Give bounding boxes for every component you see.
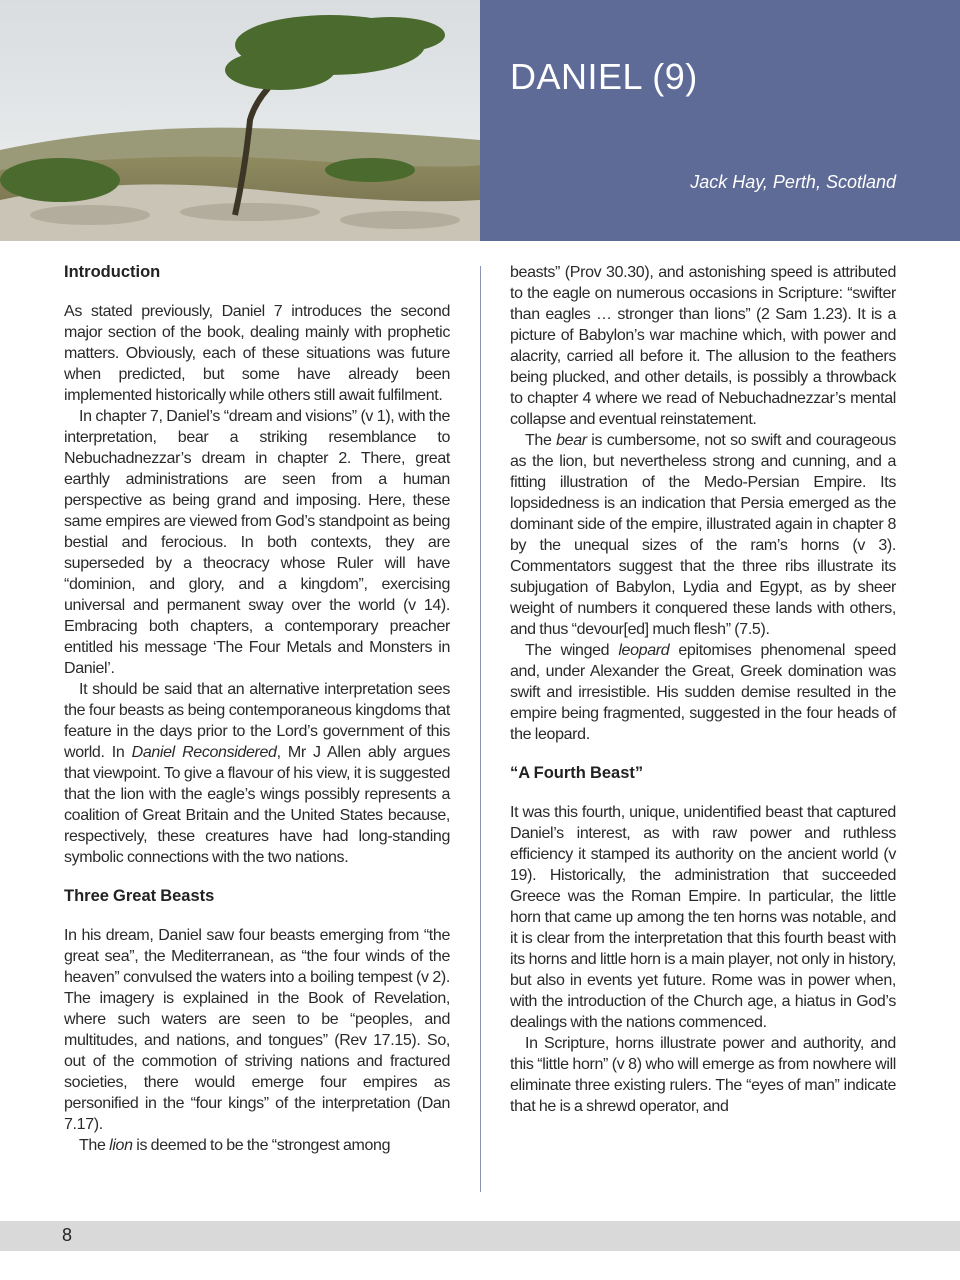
- article-title: DANIEL (9): [510, 56, 698, 97]
- text-run: The: [525, 432, 557, 449]
- text-run: is cumbersome, not so swift and courageous as the lion, but nevertheless strong and cunning, and a fitting illustration of the Medo-Persian Empire. Its lopsidedness is an indication that Persia emerged as the dominant side of the empire, illustrated again in chapter 8 by the unequal sizes of the ram’s horns (v 3). Commentators suggest that the three ribs illustrate its subjugation of Babylon, Lydia and Egypt, as by sheer weight of numbers it conquered these lands with others, and thus “devour[ed] much flesh” (7.5).: [510, 432, 896, 638]
- text-run: In chapter 7, Daniel’s “dream and visions” (v 1), with the interpretation, bear a striking resemblance to Nebuchadnezzar’s dream in chapter 2. There, great earthly administrations are seen from a human perspective as being grand and imposing. Here, these same empires are viewed from God’s standpoint as being bestial and ferocious. In both contexts, they are superseded by a theocracy whose Ruler will have “dominion, and glory, and a kingdom”, exercising universal and permanent sway over the world (v 14). Embracing both chapters, a contemporary preacher entitled his message ‘The Four Metals and Monsters in Daniel’.: [64, 408, 450, 677]
- text-run: As stated previously, Daniel 7 introduces the second major section of the book, dealing mainly with prophetic matters. Obviously, each of these situations was future when predicted, but some have already been implemented historically while others still await fulfilment.: [64, 303, 450, 404]
- italic-text: lion: [109, 1137, 133, 1154]
- body-paragraph: [64, 1135, 450, 1156]
- body-paragraph: [64, 679, 450, 868]
- text-run: is deemed to be the “strongest among: [132, 1137, 391, 1154]
- text-run: The: [79, 1137, 110, 1154]
- page-number: 8: [62, 1225, 73, 1245]
- article-author: Jack Hay, Perth, Scotland: [690, 172, 896, 192]
- column-divider: [480, 266, 481, 1192]
- page-footer: [0, 1221, 960, 1251]
- body-paragraph: [510, 802, 896, 1033]
- left-column: [64, 262, 450, 1156]
- paragraph-gap: [64, 868, 450, 886]
- title-banner: [480, 0, 960, 241]
- section-heading: “A Fourth Beast”: [510, 764, 644, 782]
- body-paragraph: [64, 406, 450, 679]
- body-paragraph: [510, 430, 896, 640]
- paragraph-gap: [510, 745, 896, 763]
- text-run: It should be said that an alternative interpretation sees the four beasts as being contemporaneous kingdoms that feature in the days prior to the Lord’s government of this world. In: [64, 681, 450, 761]
- body-paragraph: [510, 1033, 896, 1117]
- italic-text: bear: [556, 432, 587, 449]
- body-paragraph: [64, 301, 450, 406]
- text-run: The winged: [525, 642, 619, 659]
- section-heading: Introduction: [64, 263, 161, 281]
- body-paragraph: [510, 640, 896, 745]
- section-heading: Three Great Beasts: [64, 887, 215, 905]
- italic-text: leopard: [618, 642, 670, 659]
- text-run: It was this fourth, unique, unidentified beast that captured Daniel’s interest, as with raw power and ruthless efficiency it stamped its authority on the ancient world (v 19). Historically, the administration that succeeded Greece was the Roman Empire. In particular, the little horn that came up among the ten horns was notable, and it is clear from the interpretation that this fourth beast with its horns and little horn is a main player, not only in history, but also in events yet future. Rome was in power when, with the introduction of the Church age, a hiatus in God’s dealings with the nations commenced.: [510, 804, 896, 1031]
- text-run: In Scripture, horns illustrate power and authority, and this “little horn” (v 8) who will emerge as from nowhere will eliminate three existing rulers. The “eyes of man” indicate that he is a shrewd operator, and: [510, 1035, 896, 1115]
- text-run: , Mr J Allen ably argues that viewpoint. To give a flavour of his view, it is suggested that the lion with the eagle’s wings possibly represents a coalition of Great Britain and the United States because, respectively, these creatures have had long-standing symbolic connections with the two nations.: [64, 744, 450, 866]
- text-run: epitomises phenomenal speed and, under Alexander the Great, Greek domination was swift and irresistible. His sudden demise resulted in the empire being fragmented, suggested in the four heads of the leopard.: [510, 642, 896, 743]
- header-photo-windswept-tree: [0, 0, 480, 241]
- text-run: In his dream, Daniel saw four beasts emerging from “the great sea”, the Mediterranean, as “the four winds of the heaven” convulsed the waters into a boiling tempest (v 2). The imagery is explained in the Book of Revelation, where such waters are seen to be “peoples, and multitudes, and nations, and tongues” (Rev 17.15). So, out of the commotion of striving nations and fractured societies, there would emerge four empires as personified in the “four kings” of the interpretation (Dan 7.17).: [64, 927, 450, 1133]
- text-run: beasts” (Prov 30.30), and astonishing speed is attributed to the eagle on numerous occasions in Scripture: “swifter than eagles … stronger than lions” (2 Sam 1.23). It is a picture of Babylon’s war machine which, with power and alacrity, carried all before it. The allusion to the feathers being plucked, and other details, is possibly a throwback to chapter 4 where we read of Nebuchadnezzar’s mental collapse and eventual reinstatement.: [510, 264, 896, 428]
- italic-text: Daniel Reconsidered: [131, 744, 277, 761]
- body-paragraph: [64, 925, 450, 1135]
- body-paragraph: [510, 262, 896, 430]
- right-column: [510, 262, 896, 1117]
